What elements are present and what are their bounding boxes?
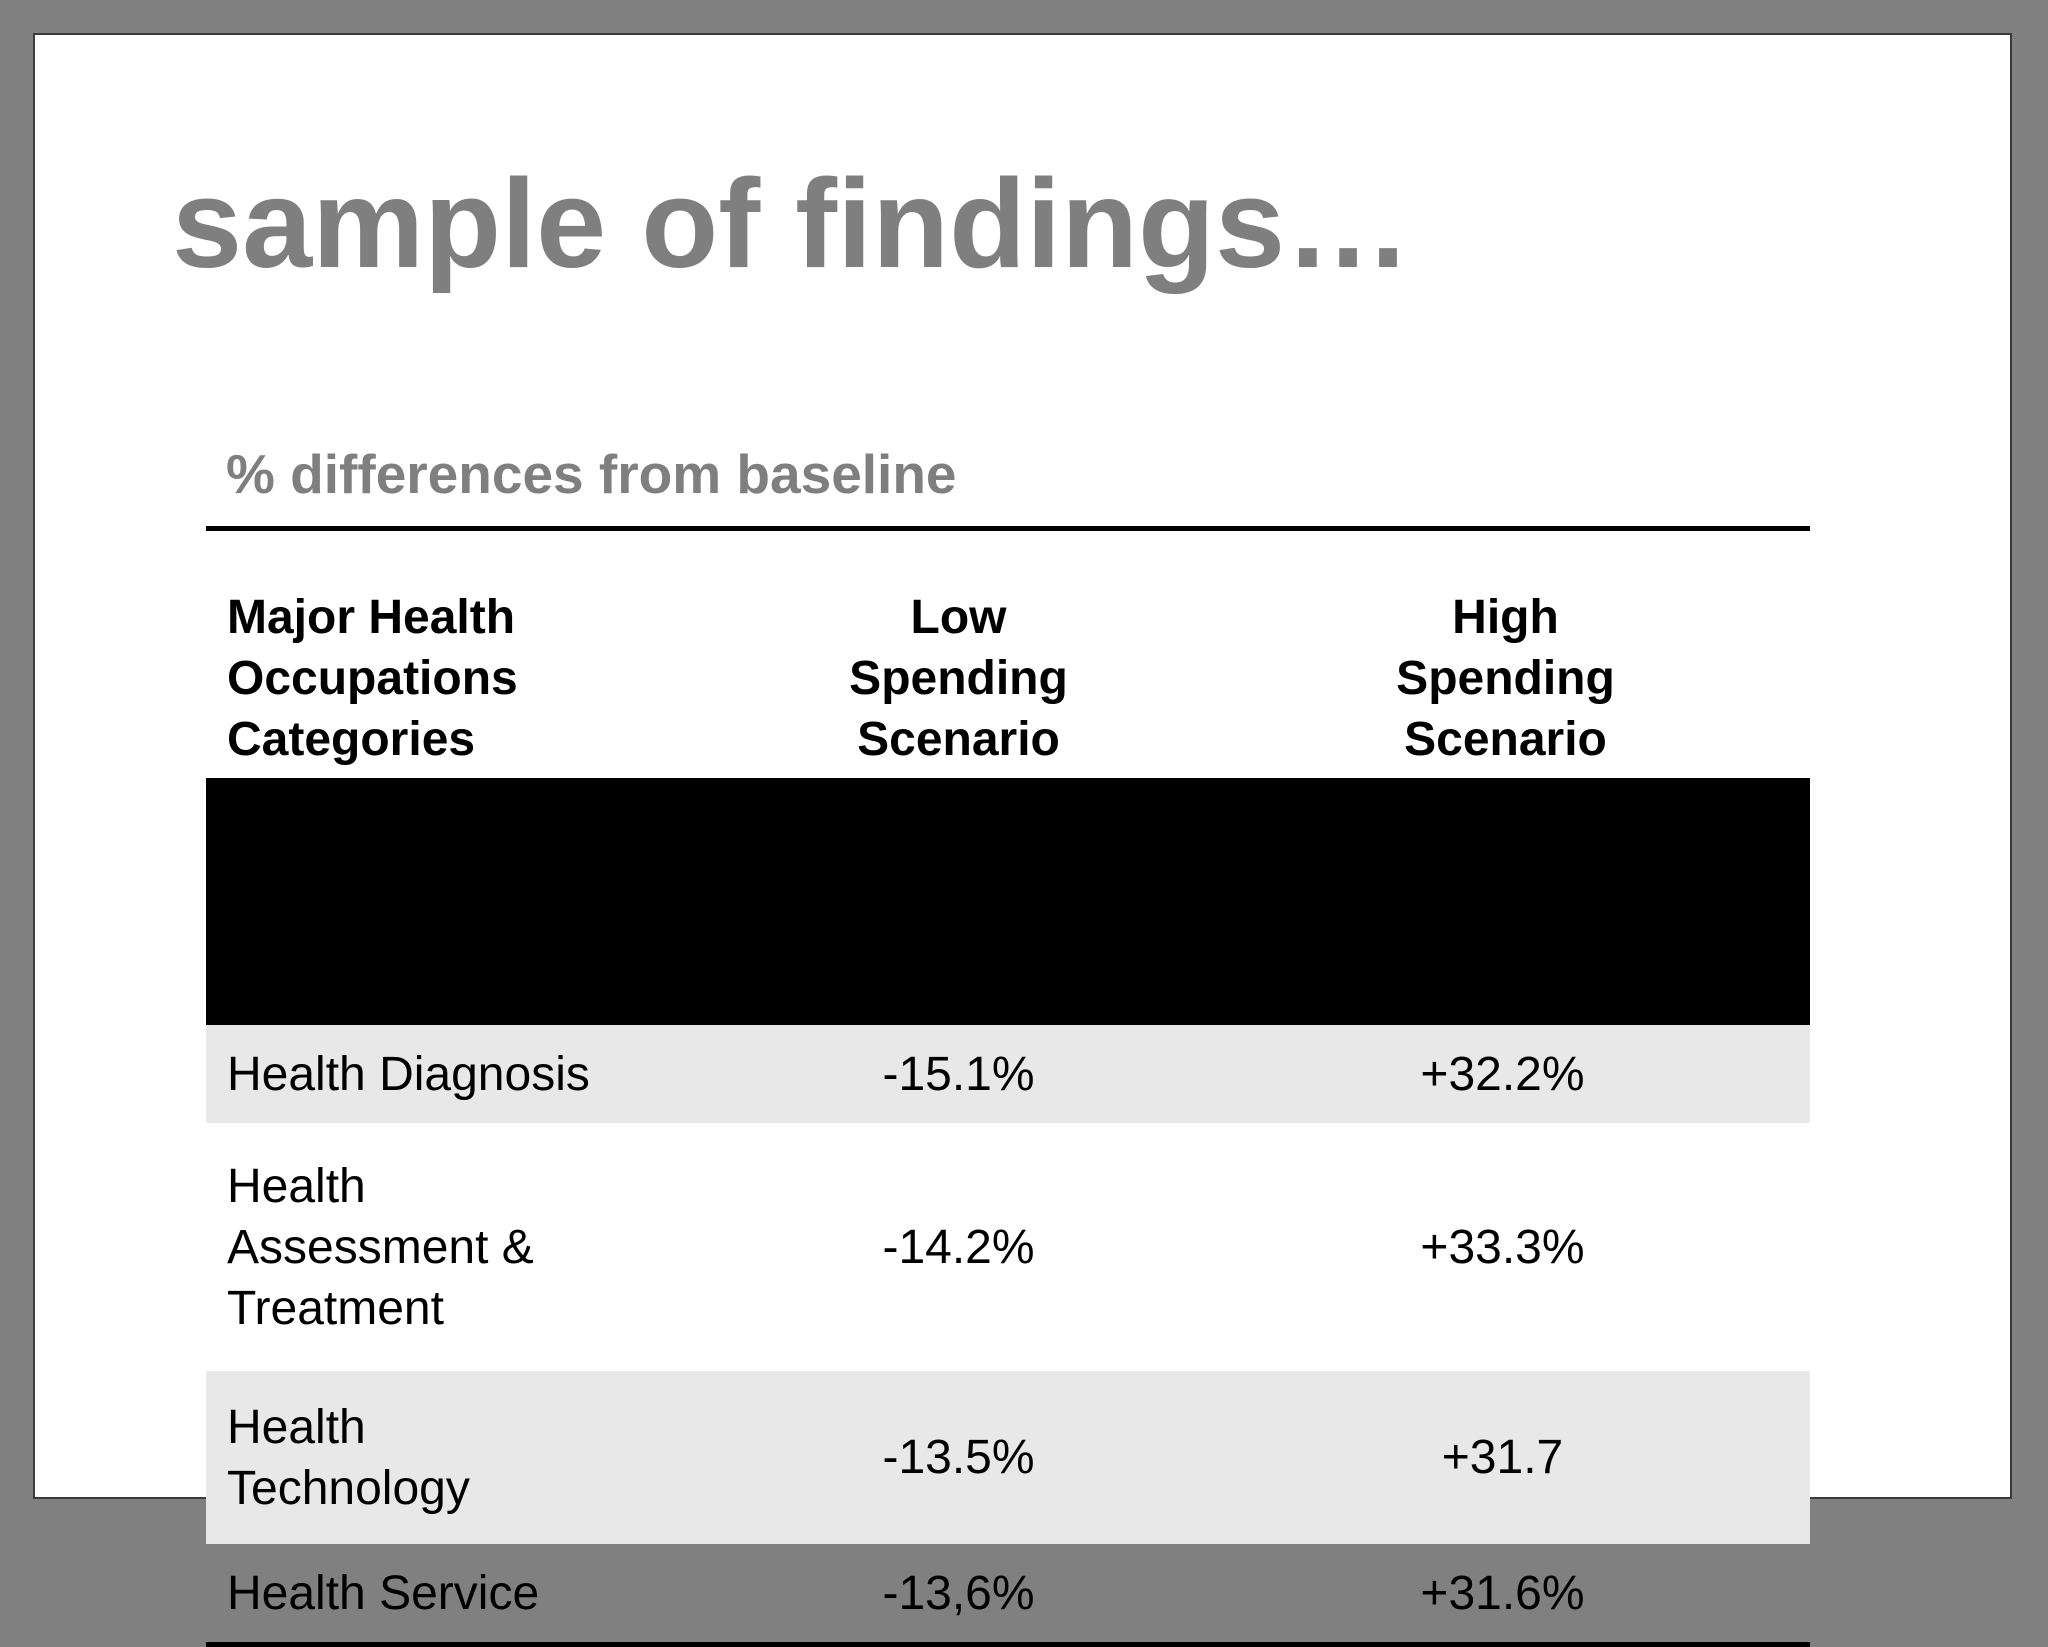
header-rule [206,778,1810,1025]
row-low-value: -15.1% [736,1025,1211,1123]
header-category: Major Health Occupations Categories [227,591,518,766]
row-high-value: +32.2% [1211,1025,1810,1123]
table-row [206,1025,1810,1123]
row-high-value: +31.6% [1420,1566,1585,1620]
table-row [206,1123,1810,1371]
row-low-value: -13,6% [882,1566,1035,1620]
row-category: Health Technology [206,1371,736,1544]
table-bottom-rule [206,1642,1810,1647]
row-category: Health Assessment & Treatment [227,1159,534,1335]
header-low-spending: Low Spending Scenario [849,591,1068,766]
table-row [206,1371,1810,1544]
table-header-row [206,531,1810,778]
table-subtitle: % differences from baseline [226,443,957,505]
slide-title: sample of findings… [172,153,1412,294]
row-high-value: +33.3% [1420,1220,1585,1274]
table-row [206,1544,1810,1642]
header-high-spending: High Spending Scenario [1396,591,1615,766]
row-low-value: -13.5% [736,1371,1211,1544]
row-low-value: -14.2% [882,1220,1035,1274]
row-category: Health Diagnosis [206,1025,736,1123]
row-high-value: +31.7 [1211,1371,1810,1544]
row-category: Health Service [227,1566,540,1620]
findings-table-container [206,526,1810,1647]
slide [33,33,2012,1620]
findings-table [206,531,1810,1642]
